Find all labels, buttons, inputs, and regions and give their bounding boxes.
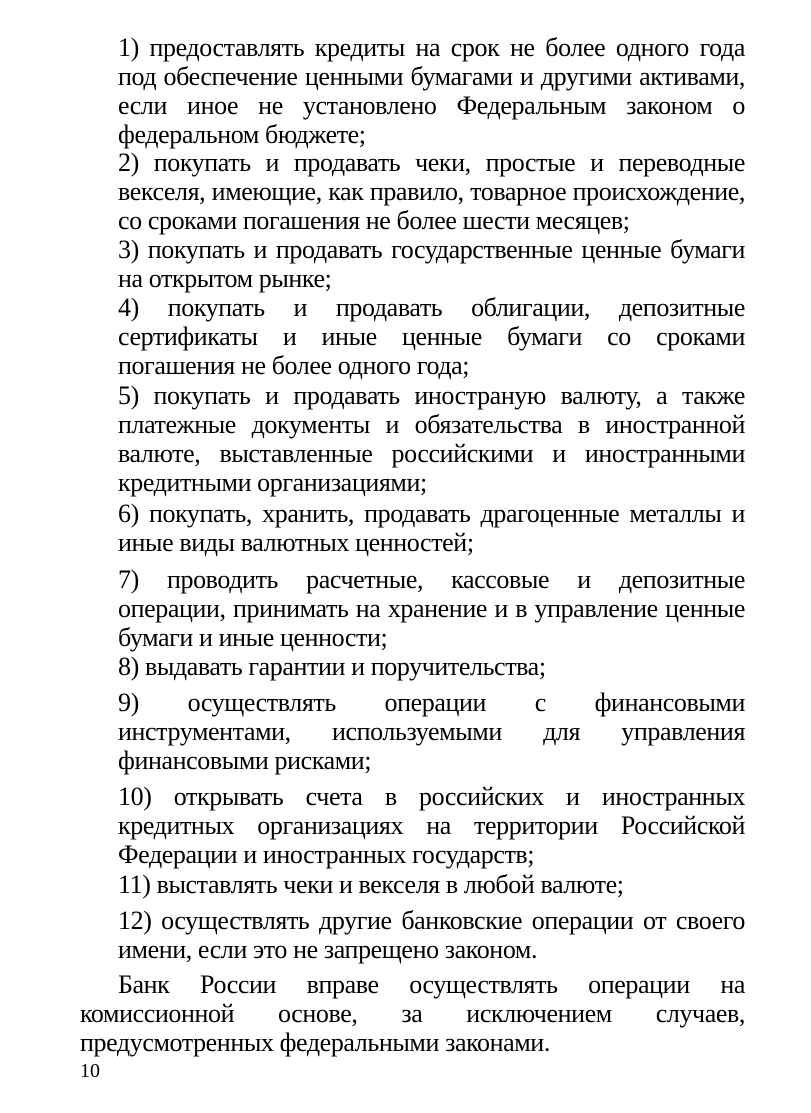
list-item-2: 2) покупать и продавать чеки, простые и переводные векселя, имеющие, как правило, товарное происхождение, со сроками погашения не более шести месяцев;	[118, 148, 745, 235]
list-item-9: 9) осуществлять операции с финансовыми инструментами, используемыми для управления финансовыми рисками;	[118, 688, 745, 775]
list-item-6: 6) покупать, хранить, продавать драгоценные металлы и иные виды валютных ценностей;	[118, 499, 745, 557]
list-item-3: 3) покупать и продавать государственные ценные бумаги на открытом рынке;	[118, 235, 745, 293]
list-item-7: 7) проводить расчетные, кассовые и депозитные операции, принимать на хранение и в управление ценные бумаги и иные ценности;	[118, 565, 745, 652]
closing-paragraph: Банк России вправе осуществлять операции на комиссионной основе, за исключением случаев, предусмотренных федеральными законами.	[80, 970, 745, 1057]
list-item-4: 4) покупать и продавать облигации, депозитные сертификаты и иные ценные бумаги со сроками погашения не более одного года;	[118, 293, 745, 380]
list-item-12: 12) осуществлять другие банковские операции от своего имени, если это не запрещено законом.	[118, 906, 745, 964]
list-item-1: 1) предоставлять кредиты на срок не более одного года под обеспечение ценными бумагами и другими активами, если иное не установлено Федеральным законом о федеральном бюджете;	[118, 33, 745, 149]
list-item-8: 8) выдавать гарантии и поручительства;	[118, 652, 546, 681]
list-item-10: 10) открывать счета в российских и иностранных кредитных организациях на территории Российской Федерации и иностранных государств;	[118, 782, 745, 869]
list-item-11: 11) выставлять чеки и векселя в любой валюте;	[118, 870, 624, 899]
page-number: 10	[80, 1060, 100, 1082]
list-item-5: 5) покупать и продавать иностраную валюту, а также платежные документы и обязательства в иностранной валюте, выставленные российскими и иностранными кредитными организациями;	[118, 381, 745, 497]
